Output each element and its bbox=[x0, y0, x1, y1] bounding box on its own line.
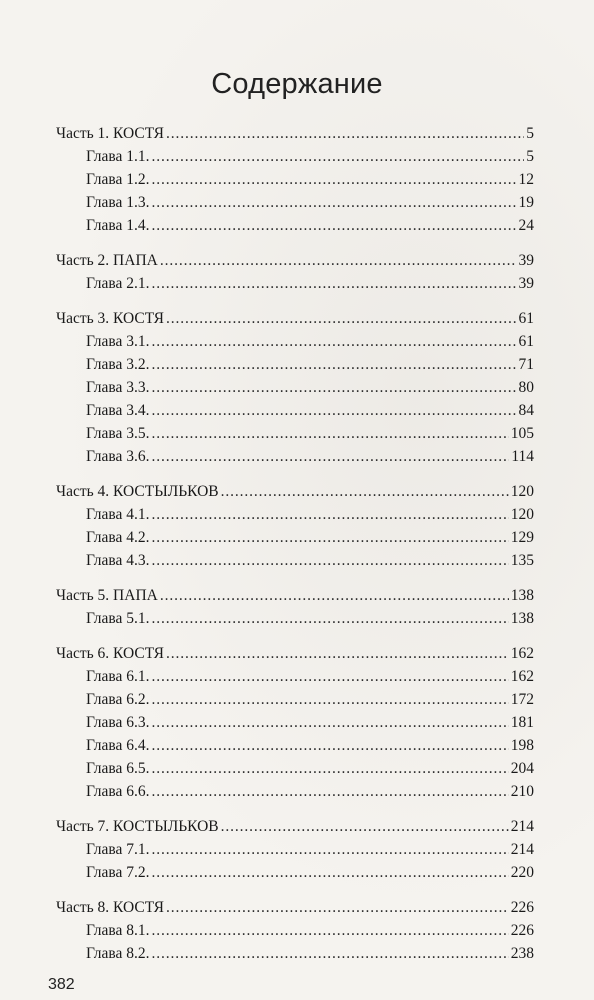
entry-page-number: 220 bbox=[510, 864, 534, 881]
toc-chapter-entry bbox=[56, 214, 534, 237]
chapter-title: Глава 4.1. bbox=[86, 506, 150, 523]
toc-chapter-entry bbox=[56, 168, 534, 191]
entry-page-number: 71 bbox=[518, 356, 534, 373]
chapter-title: Глава 4.2. bbox=[86, 529, 150, 546]
chapter-title: Глава 6.4. bbox=[86, 737, 150, 754]
dot-leader bbox=[152, 757, 509, 780]
section-gap bbox=[56, 295, 534, 307]
dot-leader bbox=[152, 711, 509, 734]
dot-leader bbox=[152, 665, 509, 688]
page-title: Содержание bbox=[211, 68, 383, 100]
toc-chapter-entry bbox=[56, 607, 534, 630]
chapter-title: Глава 1.2. bbox=[86, 171, 150, 188]
dot-leader bbox=[152, 399, 517, 422]
chapter-title: Глава 5.1. bbox=[86, 610, 150, 627]
chapter-title: Глава 3.3. bbox=[86, 379, 150, 396]
entry-page-number: 135 bbox=[510, 552, 534, 569]
dot-leader bbox=[152, 330, 517, 353]
dot-leader bbox=[166, 896, 509, 919]
chapter-title: Глава 6.2. bbox=[86, 691, 150, 708]
toc-part-entry bbox=[56, 815, 534, 838]
dot-leader bbox=[152, 549, 509, 572]
section-gap bbox=[56, 572, 534, 584]
toc-part-entry bbox=[56, 642, 534, 665]
dot-leader bbox=[160, 584, 509, 607]
toc-part-entry bbox=[56, 480, 534, 503]
toc-chapter-entry bbox=[56, 549, 534, 572]
chapter-title: Глава 3.6. bbox=[86, 448, 150, 465]
part-title: Часть 3. КОСТЯ bbox=[56, 310, 164, 327]
entry-page-number: 80 bbox=[518, 379, 534, 396]
dot-leader bbox=[152, 861, 509, 884]
chapter-title: Глава 8.1. bbox=[86, 922, 150, 939]
entry-page-number: 39 bbox=[518, 275, 534, 292]
part-title: Часть 6. КОСТЯ bbox=[56, 645, 164, 662]
chapter-title: Глава 2.1. bbox=[86, 275, 150, 292]
entry-page-number: 105 bbox=[510, 425, 534, 442]
dot-leader bbox=[152, 942, 509, 965]
dot-leader bbox=[152, 214, 517, 237]
entry-page-number: 24 bbox=[518, 217, 534, 234]
section-gap bbox=[56, 884, 534, 896]
toc-chapter-entry bbox=[56, 780, 534, 803]
dot-leader bbox=[152, 376, 517, 399]
chapter-title: Глава 8.2. bbox=[86, 945, 150, 962]
dot-leader bbox=[152, 422, 509, 445]
chapter-title: Глава 3.2. bbox=[86, 356, 150, 373]
toc-chapter-entry bbox=[56, 942, 534, 965]
dot-leader bbox=[152, 503, 509, 526]
dot-leader bbox=[152, 191, 517, 214]
chapter-title: Глава 7.2. bbox=[86, 864, 150, 881]
part-title: Часть 2. ПАПА bbox=[56, 252, 158, 269]
entry-page-number: 226 bbox=[510, 899, 534, 916]
toc-chapter-entry bbox=[56, 861, 534, 884]
entry-page-number: 226 bbox=[510, 922, 534, 939]
toc-part-entry bbox=[56, 249, 534, 272]
chapter-title: Глава 1.4. bbox=[86, 217, 150, 234]
entry-page-number: 129 bbox=[510, 529, 534, 546]
toc-part-entry bbox=[56, 307, 534, 330]
toc-chapter-entry bbox=[56, 399, 534, 422]
toc-part-entry bbox=[56, 896, 534, 919]
entry-page-number: 162 bbox=[510, 668, 534, 685]
table-of-contents bbox=[56, 122, 534, 965]
dot-leader bbox=[152, 526, 509, 549]
entry-page-number: 210 bbox=[510, 783, 534, 800]
dot-leader bbox=[166, 307, 517, 330]
toc-chapter-entry bbox=[56, 919, 534, 942]
entry-page-number: 5 bbox=[526, 148, 534, 165]
section-gap bbox=[56, 803, 534, 815]
dot-leader bbox=[152, 688, 509, 711]
page-number: 382 bbox=[48, 976, 75, 993]
entry-page-number: 198 bbox=[510, 737, 534, 754]
entry-page-number: 214 bbox=[510, 818, 534, 835]
entry-page-number: 214 bbox=[510, 841, 534, 858]
dot-leader bbox=[221, 815, 509, 838]
entry-page-number: 5 bbox=[526, 125, 534, 142]
entry-page-number: 84 bbox=[518, 402, 534, 419]
dot-leader bbox=[152, 838, 509, 861]
entry-page-number: 39 bbox=[518, 252, 534, 269]
toc-chapter-entry bbox=[56, 422, 534, 445]
entry-page-number: 19 bbox=[518, 194, 534, 211]
entry-page-number: 204 bbox=[510, 760, 534, 777]
entry-page-number: 114 bbox=[511, 448, 534, 465]
dot-leader bbox=[221, 480, 509, 503]
chapter-title: Глава 6.1. bbox=[86, 668, 150, 685]
toc-chapter-entry bbox=[56, 526, 534, 549]
chapter-title: Глава 3.4. bbox=[86, 402, 150, 419]
toc-chapter-entry bbox=[56, 734, 534, 757]
toc-chapter-entry bbox=[56, 353, 534, 376]
dot-leader bbox=[152, 780, 509, 803]
entry-page-number: 12 bbox=[518, 171, 534, 188]
toc-chapter-entry bbox=[56, 191, 534, 214]
dot-leader bbox=[152, 272, 517, 295]
chapter-title: Глава 3.5. bbox=[86, 425, 150, 442]
entry-page-number: 120 bbox=[510, 506, 534, 523]
toc-chapter-entry bbox=[56, 145, 534, 168]
toc-chapter-entry bbox=[56, 711, 534, 734]
entry-page-number: 120 bbox=[510, 483, 534, 500]
dot-leader bbox=[152, 168, 517, 191]
section-gap bbox=[56, 468, 534, 480]
dot-leader bbox=[166, 642, 509, 665]
chapter-title: Глава 1.3. bbox=[86, 194, 150, 211]
toc-chapter-entry bbox=[56, 445, 534, 468]
toc-chapter-entry bbox=[56, 665, 534, 688]
dot-leader bbox=[152, 353, 517, 376]
entry-page-number: 61 bbox=[518, 333, 534, 350]
toc-chapter-entry bbox=[56, 330, 534, 353]
chapter-title: Глава 6.3. bbox=[86, 714, 150, 731]
chapter-title: Глава 6.5. bbox=[86, 760, 150, 777]
section-gap bbox=[56, 237, 534, 249]
toc-part-entry bbox=[56, 122, 534, 145]
part-title: Часть 8. КОСТЯ bbox=[56, 899, 164, 916]
entry-page-number: 138 bbox=[510, 610, 534, 627]
chapter-title: Глава 3.1. bbox=[86, 333, 150, 350]
section-gap bbox=[56, 630, 534, 642]
dot-leader bbox=[152, 734, 509, 757]
toc-chapter-entry bbox=[56, 757, 534, 780]
chapter-title: Глава 7.1. bbox=[86, 841, 150, 858]
entry-page-number: 238 bbox=[510, 945, 534, 962]
chapter-title: Глава 6.6. bbox=[86, 783, 150, 800]
toc-chapter-entry bbox=[56, 688, 534, 711]
entry-page-number: 138 bbox=[510, 587, 534, 604]
toc-chapter-entry bbox=[56, 376, 534, 399]
chapter-title: Глава 1.1. bbox=[86, 148, 150, 165]
dot-leader bbox=[152, 607, 509, 630]
part-title: Часть 7. КОСТЫЛЬКОВ bbox=[56, 818, 219, 835]
entry-page-number: 162 bbox=[510, 645, 534, 662]
entry-page-number: 61 bbox=[518, 310, 534, 327]
chapter-title: Глава 4.3. bbox=[86, 552, 150, 569]
dot-leader bbox=[160, 249, 517, 272]
part-title: Часть 5. ПАПА bbox=[56, 587, 158, 604]
dot-leader bbox=[166, 122, 524, 145]
dot-leader bbox=[152, 445, 510, 468]
entry-page-number: 181 bbox=[510, 714, 534, 731]
toc-part-entry bbox=[56, 584, 534, 607]
part-title: Часть 1. КОСТЯ bbox=[56, 125, 164, 142]
dot-leader bbox=[152, 145, 525, 168]
toc-chapter-entry bbox=[56, 838, 534, 861]
dot-leader bbox=[152, 919, 509, 942]
toc-chapter-entry bbox=[56, 503, 534, 526]
part-title: Часть 4. КОСТЫЛЬКОВ bbox=[56, 483, 219, 500]
toc-chapter-entry bbox=[56, 272, 534, 295]
entry-page-number: 172 bbox=[510, 691, 534, 708]
